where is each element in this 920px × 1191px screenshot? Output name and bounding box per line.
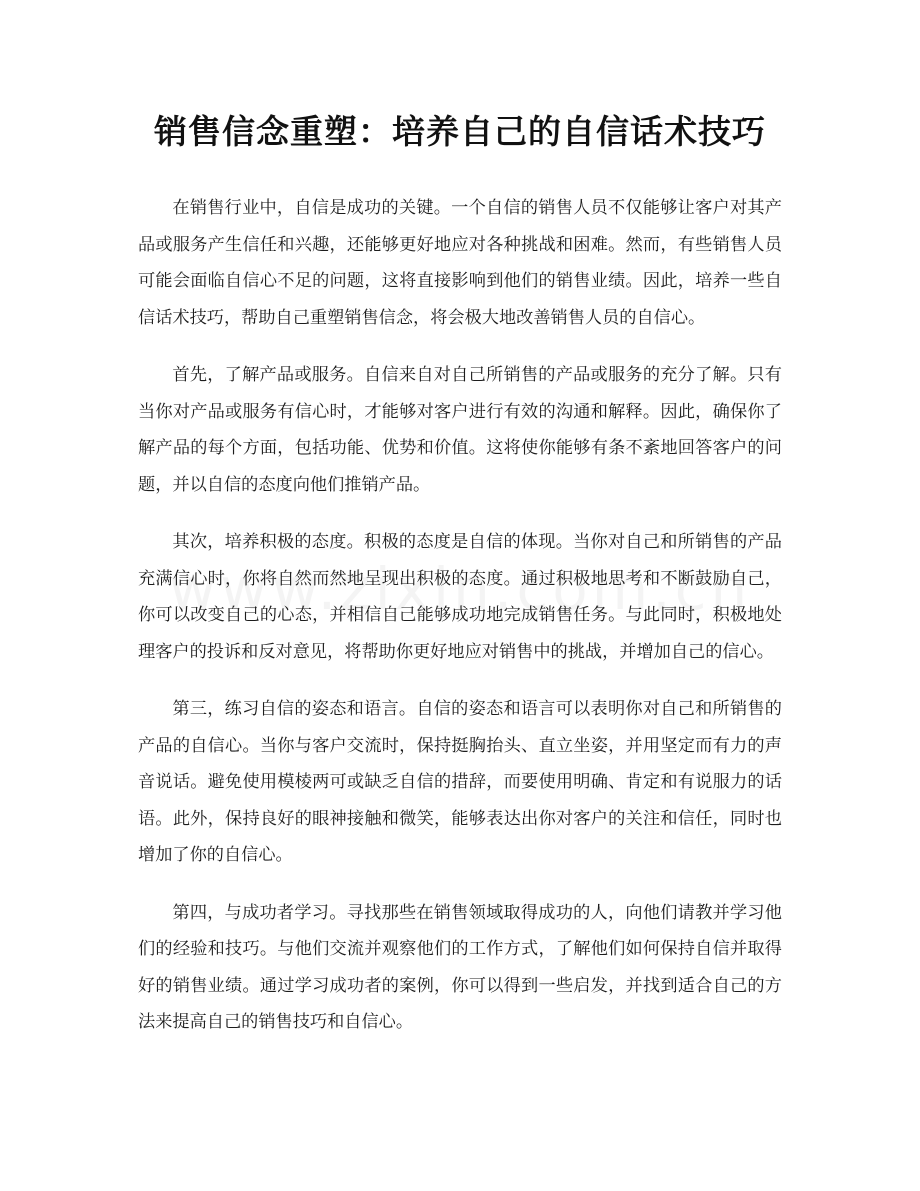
paragraph-confident-posture: 第三，练习自信的姿态和语言。自信的姿态和语言可以表明你对自己和所销售的产品的自信心。当你与客户交流时，保持挺胸抬头、直立坐姿，并用坚定而有力的声音说话。避免使用模棱两可或缺乏自信的措辞，而要使用明确、肯定和有说服力的话语。此外，保持良好的眼神接触和微笑，能够表达出你对客户的关注和信任，同时也增加了你的自信心。 <box>138 699 782 865</box>
paragraph-learn-from-successful: 第四，与成功者学习。寻找那些在销售领域取得成功的人，向他们请教并学习他们的经验和技巧。与他们交流并观察他们的工作方式，了解他们如何保持自信并取得好的销售业绩。通过学习成功者的案例，你可以得到一些启发，并找到适合自己的方法来提高自己的销售技巧和自信心。 <box>138 902 782 1032</box>
paragraph-positive-attitude: 其次，培养积极的态度。积极的态度是自信的体现。当你对自己和所销售的产品充满信心时，你将自然而然地呈现出积极的态度。通过积极地思考和不断鼓励自己，你可以改变自己的心态，并相信自己能够成功地完成销售任务。与此同时，积极地处理客户的投诉和反对意见，将帮助你更好地应对销售中的挑战，并增加自己的信心。 <box>138 532 782 662</box>
document-title: 销售信念重塑：培养自己的自信话术技巧 <box>154 112 766 151</box>
paragraph-understand-product: 首先，了解产品或服务。自信来自对自己所销售的产品或服务的充分了解。只有当你对产品或服务有信心时，才能够对客户进行有效的沟通和解释。因此，确保你了解产品的每个方面，包括功能、优势和价值。这将使你能够有条不紊地回答客户的问题，并以自信的态度向他们推销产品。 <box>138 365 782 495</box>
paragraph-intro: 在销售行业中，自信是成功的关键。一个自信的销售人员不仅能够让客户对其产品或服务产生信任和兴趣，还能够更好地应对各种挑战和困难。然而，有些销售人员可能会面临自信心不足的问题，这将直接影响到他们的销售业绩。因此，培养一些自信话术技巧，帮助自己重塑销售信念，将会极大地改善销售人员的自信心。 <box>138 198 782 328</box>
